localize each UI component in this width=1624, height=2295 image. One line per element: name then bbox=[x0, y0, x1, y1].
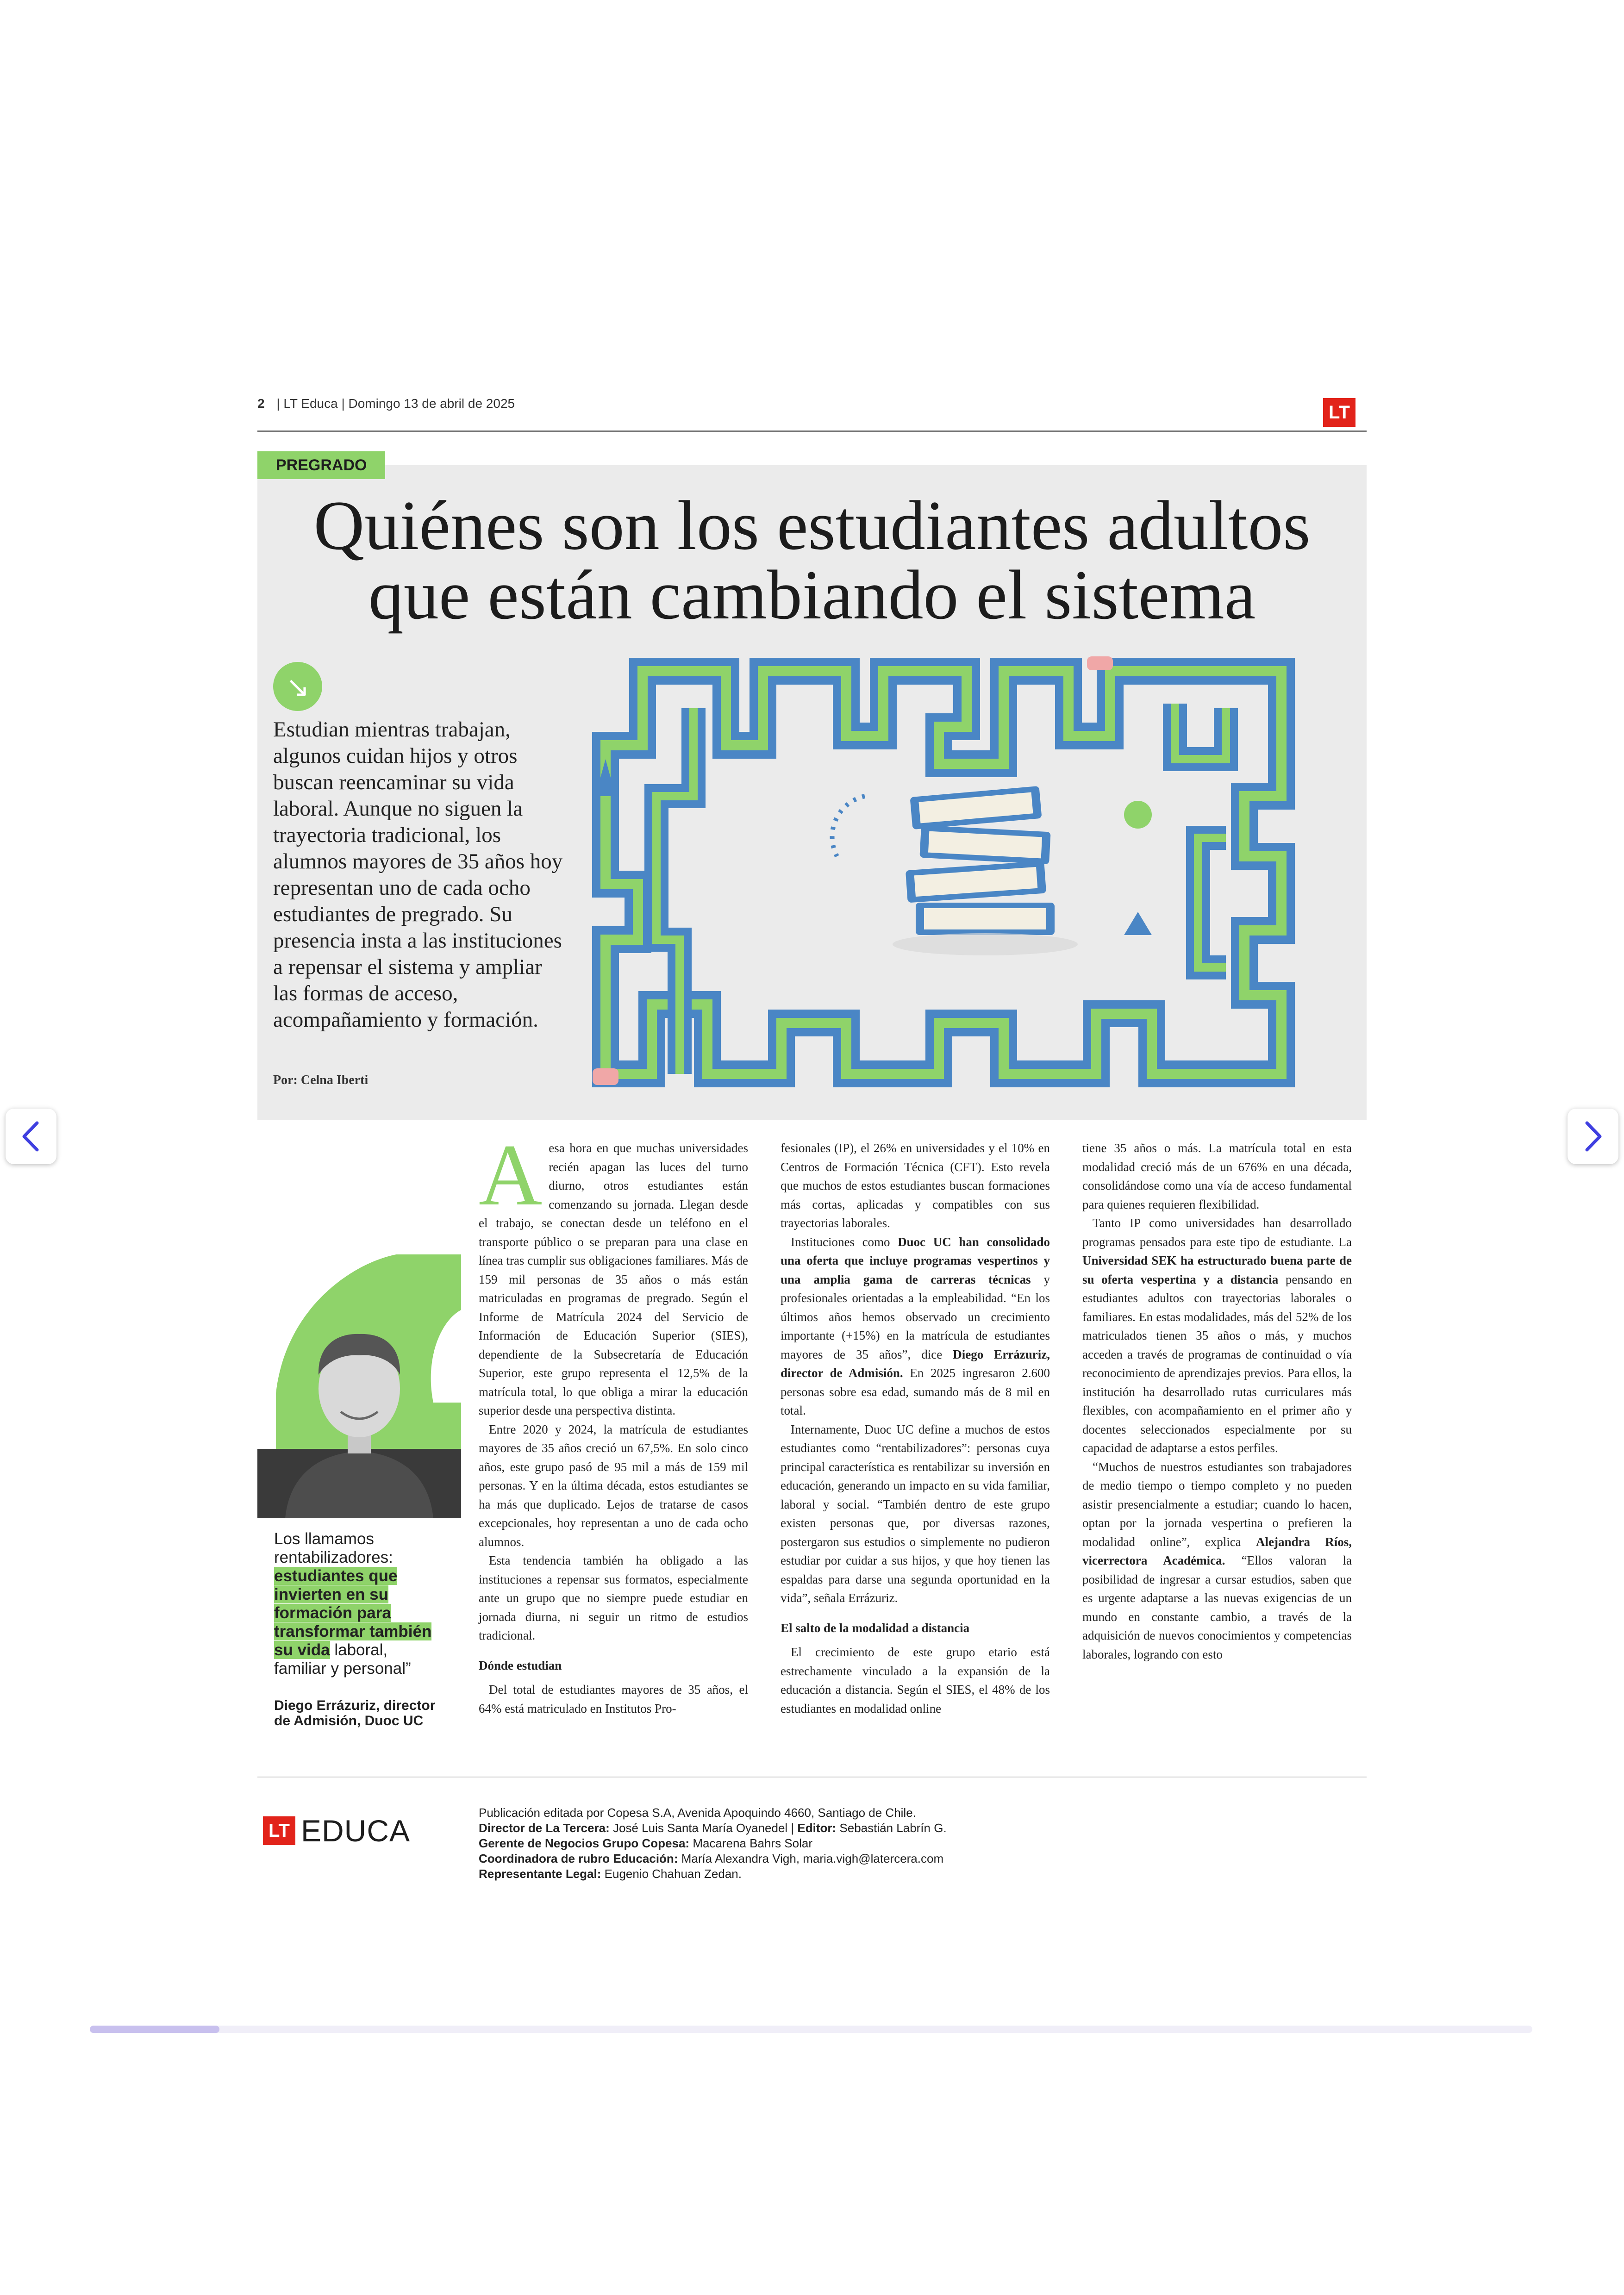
pull-quote-highlight: estudiantes que invierten en su formación para transformar también su vida bbox=[274, 1567, 432, 1659]
chevron-left-icon bbox=[19, 1120, 43, 1153]
running-head-text: | LT Educa | Domingo 13 de abril de 2025 bbox=[276, 396, 515, 411]
subheading: El salto de la modalidad a distancia bbox=[781, 1621, 970, 1635]
article-paragraph: tiene 35 años o más. La matrícula total en esta modalidad creció más de un 676% en una década, consolidándose como una vía de acceso fundamental para quienes requieren flexibilidad. bbox=[1082, 1141, 1352, 1211]
article-column-1 bbox=[479, 1127, 748, 1718]
article-paragraph: “Muchos de nuestros estudiantes son trabajadores de medio tiempo o tiempo completo y no pueden asistir presencialmente a estudiar; cuando lo hacen, optan por la jornada vespertina o prefieren la modalidad online”, explica Alejandra Ríos, vicerrectora Académica. “Ellos valoran la posibilidad de ingresar a cursar estudios, saben que es urgente adaptarse a las nuevas exigencias de un mundo en constante cambio, a través de la adquisición de nuevos conocimientos y competencias laborales, logrando con esto bbox=[1082, 1459, 1352, 1661]
article-column-2 bbox=[781, 1139, 1050, 1718]
educa-wordmark: EDUCA bbox=[301, 1814, 411, 1848]
maze-illustration bbox=[587, 643, 1309, 1106]
pull-quote-rest: laboral, familiar y personal” bbox=[274, 1641, 411, 1678]
publication-credits bbox=[479, 1805, 947, 1882]
byline: Por: Celna Iberti bbox=[273, 1073, 369, 1087]
article-headline bbox=[257, 486, 1367, 634]
article-column-3 bbox=[1082, 1139, 1352, 1664]
reading-progress-fill bbox=[90, 2026, 219, 2033]
credits-line: Gerente de Negocios Grupo Copesa: Macarena Bahrs Solar bbox=[479, 1836, 813, 1850]
reading-progress-track[interactable] bbox=[90, 2026, 1532, 2033]
drop-cap: A bbox=[479, 1127, 543, 1224]
credits-line: Coordinadora de rubro Educación: María Alexandra Vigh, maria.vigh@latercera.com bbox=[479, 1852, 944, 1865]
lt-logo: LT bbox=[1323, 398, 1355, 427]
article-paragraph: Del total de estudiantes mayores de 35 años, el 64% está matriculado en Institutos Pro- bbox=[479, 1683, 748, 1715]
article-paragraph: El crecimiento de este grupo etario está estrechamente vinculado a la expansión de la educación a distancia. Según el SIES, el 48% de los estudiantes en modalidad online bbox=[781, 1645, 1050, 1715]
page-number: 2 bbox=[257, 396, 265, 411]
credits-line: Director de La Tercera: José Luis Santa María Oyanedel | Editor: Sebastián Labrín G. bbox=[479, 1821, 947, 1835]
pull-quote-author: Diego Errázuriz, director de Admisión, Duoc UC bbox=[274, 1698, 436, 1728]
article-paragraph: Entre 2020 y 2024, la matrícula de estudiantes mayores de 35 años creció un 67,5%. En solo cinco años, este grupo pasó de 95 mil a más de 159 mil personas. Y en la última década, estos estudiantes se ha más que duplicado. Lejos de tratarse de casos excepcionales, hoy representan a uno de cada ocho alumnos. bbox=[479, 1422, 748, 1549]
running-head bbox=[257, 396, 515, 411]
header-rule bbox=[257, 430, 1367, 432]
article-paragraph: Aesa hora en que muchas universidades recién apagan las luces del turno diurno, otros estudiantes están comenzando su jornada. Llegan desde el trabajo, se conectan desde un teléfono en el transporte público o se preparan para una clase en línea tras cumplir sus obligaciones familiares. Más de 159 mil personas de 35 años o más están matriculadas en programas de pregrado. Según el Informe de Matrícula 2024 del Servicio de Información de Educación Superior (SIES), dependiente de la Subsecretaría de Educación Superior, este grupo representa el 12,5% de la matrícula total, lo que obliga a mirar la educación superior desde una perspectiva distinta. bbox=[479, 1127, 748, 1417]
lt-logo-box: LT bbox=[263, 1816, 295, 1845]
credits-line: Publicación editada por Copesa S.A, Avenida Apoquindo 4660, Santiago de Chile. bbox=[479, 1806, 916, 1820]
article-paragraph: fesionales (IP), el 26% en universidades y el 10% en Centros de Formación Técnica (CFT). Esto revela que muchos de estos estudiantes buscan formaciones más cortas, aplicadas y compatibles con sus trayectorias laborales. bbox=[781, 1141, 1050, 1230]
article-paragraph: Esta tendencia también ha obligado a las instituciones a repensar sus formatos, especialmente ante un grupo que no siempre puede estudiar en jornada diurna, ni seguir un ritmo de estudios tradicional. bbox=[479, 1553, 748, 1642]
article-paragraph: Internamente, Duoc UC define a muchos de estos estudiantes como “rentabilizadores”: personas cuya principal característica es rentabilizar su inversión en educación, generando un impacto en su vida familiar, laboral y social. “También dentro de este grupo existen personas que, por diversas razones, postergaron sus estudios o simplemente no pudieron estudiar por cuidar a sus hijos, y que hoy tienen las espaldas para darse una segunda oportunidad en la vida”, señala Errázuriz. bbox=[781, 1422, 1050, 1605]
headline-line-2: que están cambiando el sistema bbox=[368, 556, 1256, 634]
article-lead: Estudian mientras trabajan, algunos cuidan hijos y otros buscan reencaminar su vida laboral. Aunque no siguen la trayectoria tradicional, los alumnos mayores de 35 años hoy representan uno de cada ocho estudiantes de pregrado. Su presencia insta a las instituciones a repensar el sistema y ampliar las formas de acceso, acompañamiento y formación. bbox=[273, 717, 563, 1032]
previous-page-button[interactable] bbox=[6, 1109, 56, 1164]
portrait-photo bbox=[257, 1254, 461, 1518]
subheading: Dónde estudian bbox=[479, 1658, 562, 1672]
credits-line: Representante Legal: Eugenio Chahuan Zedan. bbox=[479, 1867, 742, 1881]
article-paragraph: Tanto IP como universidades han desarrollado programas pensados para este tipo de estudiante. La Universidad SEK ha estructurado buena parte de su oferta vespertina y a distancia pensando en estudiantes adultos con trayectorias laborales o familiares. En estas modalidades, más del 52% de los matriculados tienen 35 años o más, y muchos acceden a través de programas de continuidad o vía reconocimiento de aprendizajes previos. Para ellos, la institución ha desarrollado rutas curriculares más flexibles, con acompañamiento en el primer año y docentes seleccionados especialmente por su capacidad de adaptarse a estos perfiles. bbox=[1082, 1216, 1352, 1455]
article-paragraph: Instituciones como Duoc UC han consolidado una oferta que incluye programas vespertinos y una amplia gama de carreras técnicas y profesionales orientadas a la empleabilidad. “En los últimos años hemos observado un crecimiento importante (+15%) en la matrícula de estudiantes mayores de 35 años”, dice Diego Errázuriz, director de Admisión. En 2025 ingresaron 2.600 personas sobre esa edad, sumando más de 8 mil en total. bbox=[781, 1235, 1050, 1417]
pull-quote bbox=[274, 1530, 441, 1678]
next-page-button[interactable] bbox=[1568, 1109, 1618, 1164]
arrow-down-right-icon: ↘ bbox=[273, 662, 322, 711]
headline-line-1: Quiénes son los estudiantes adultos bbox=[313, 486, 1311, 564]
chevron-right-icon bbox=[1581, 1120, 1605, 1153]
pull-quote-intro: Los llamamos rentabilizadores: bbox=[274, 1530, 393, 1566]
section-tag: PREGRADO bbox=[257, 451, 385, 479]
lt-educa-logo bbox=[263, 1815, 410, 1847]
